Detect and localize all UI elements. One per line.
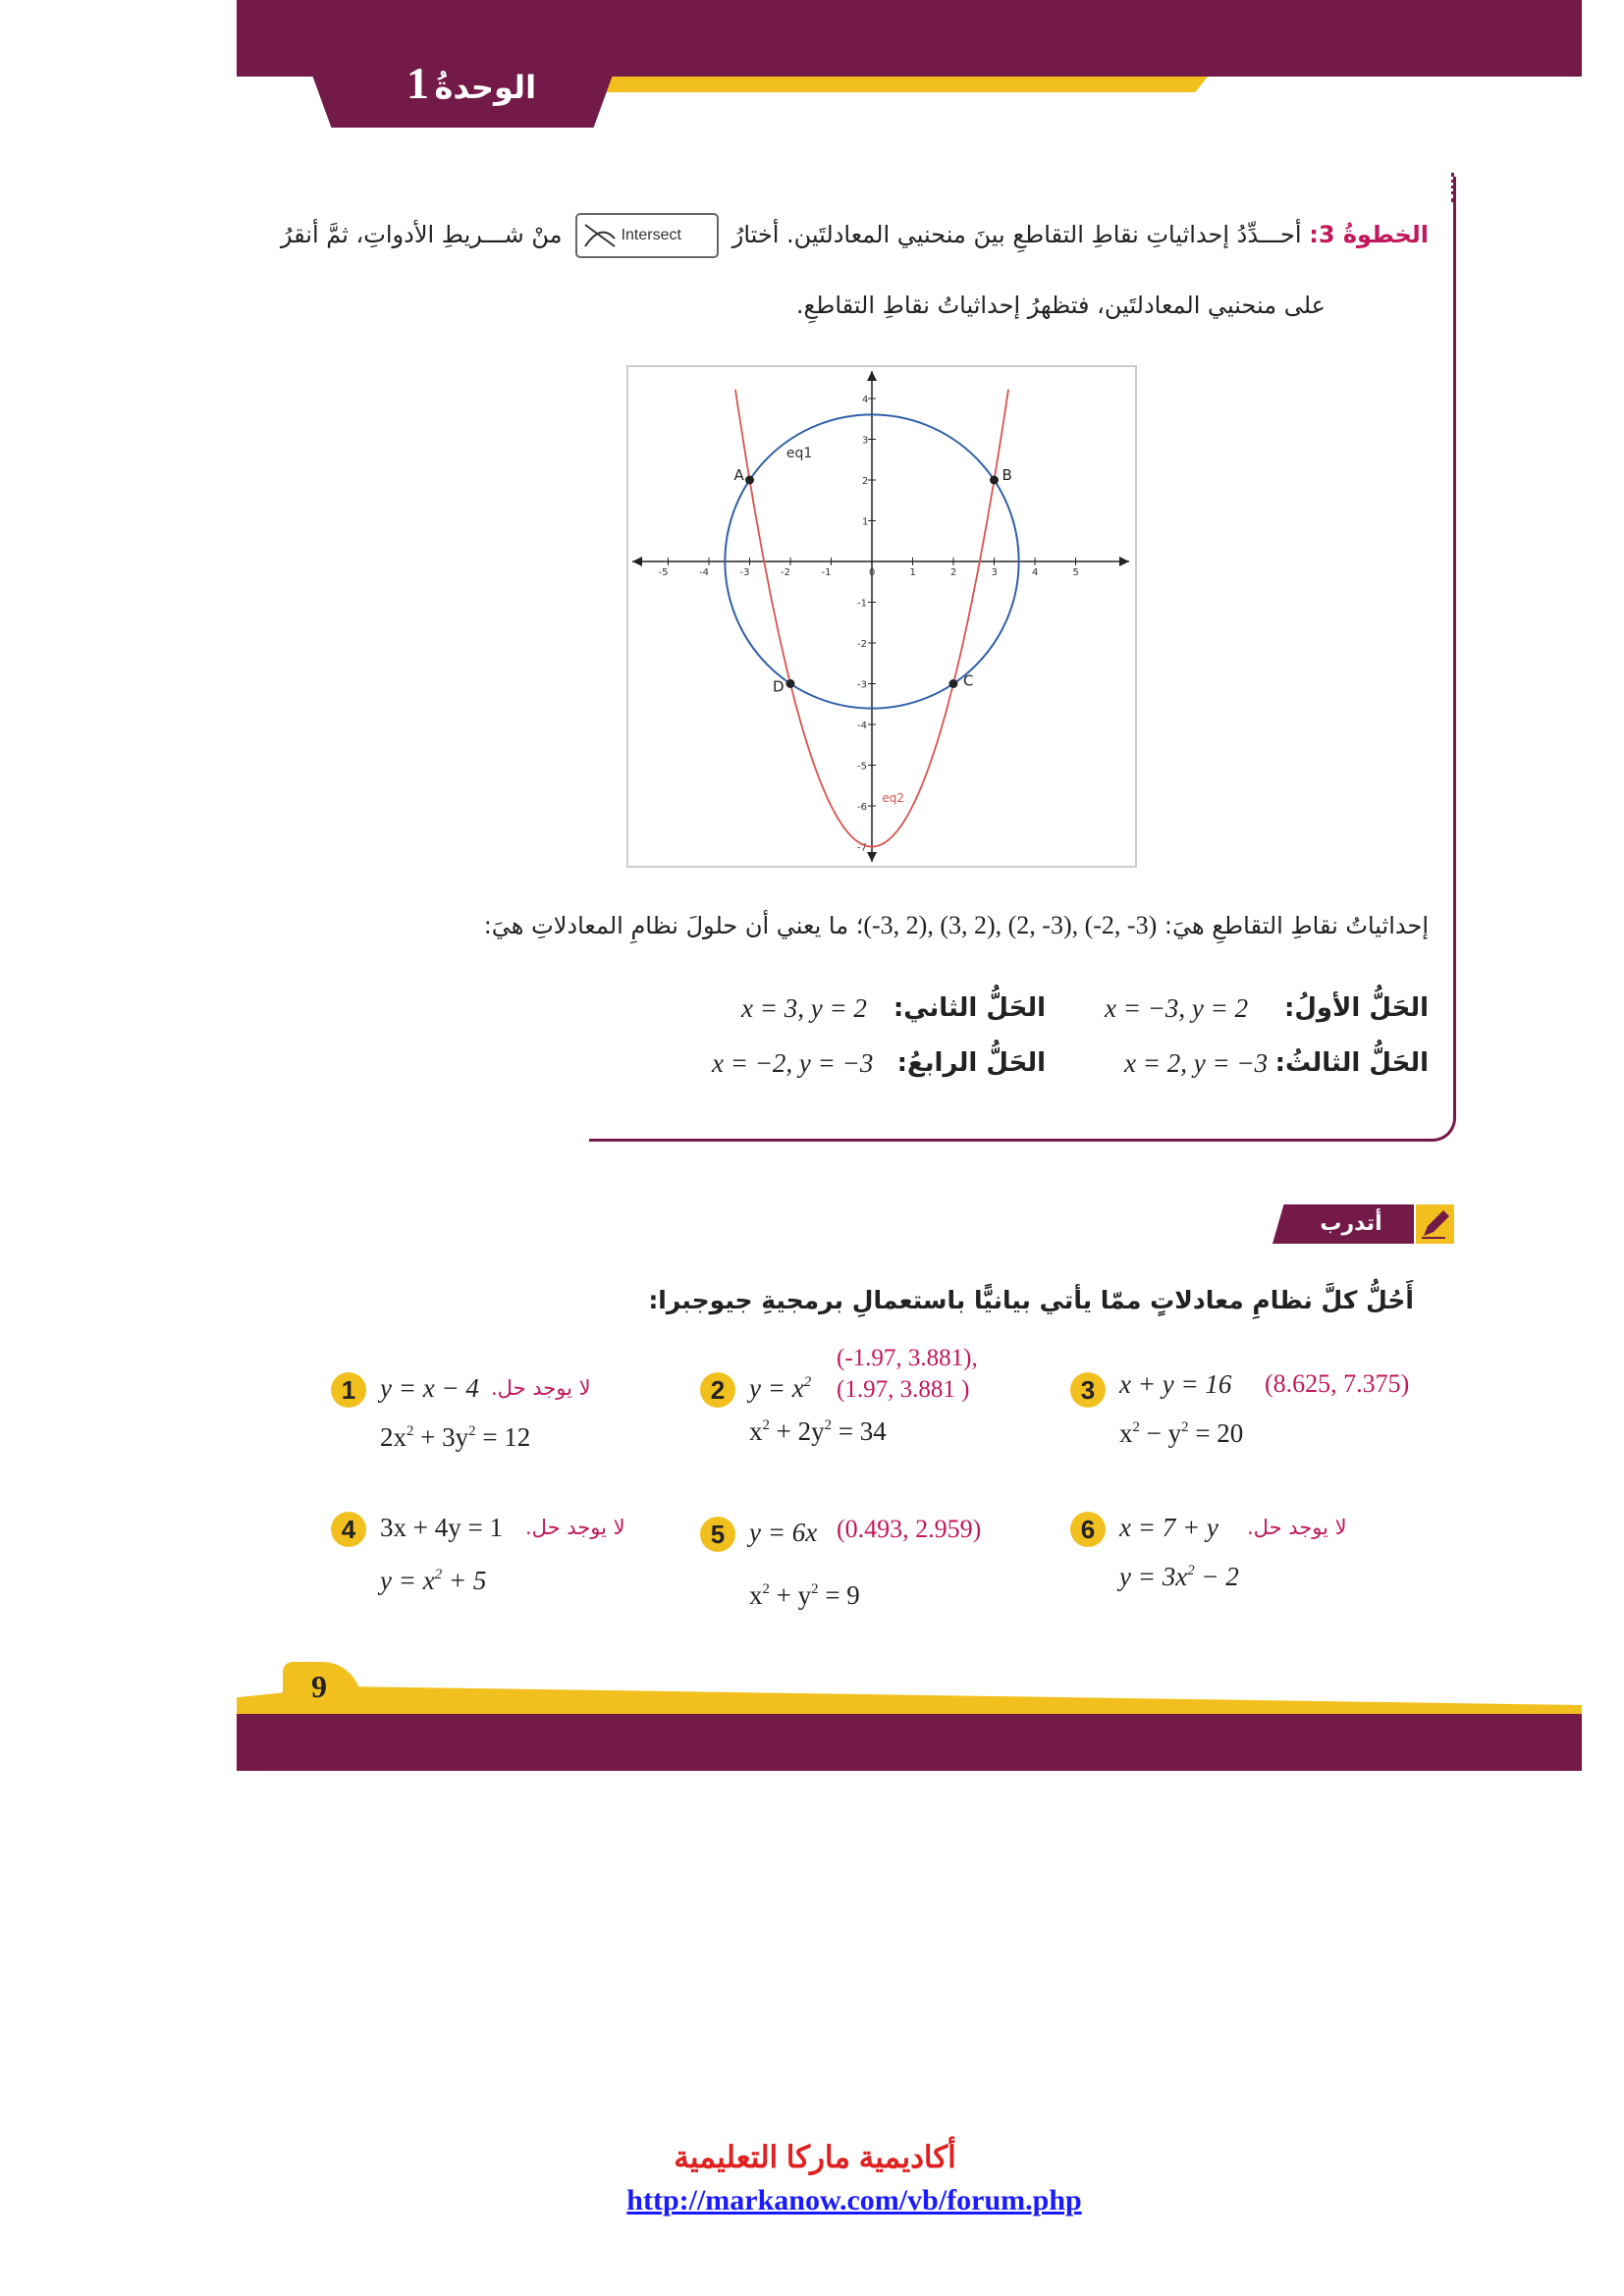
problem-4-eq2-b: + 5 bbox=[442, 1566, 487, 1595]
eq2-label: eq2 bbox=[882, 790, 905, 805]
header-yellow-stripe bbox=[589, 77, 1208, 92]
pencil-icon bbox=[1416, 1204, 1454, 1244]
x-tick-label: 1 bbox=[909, 567, 916, 578]
y-tick-label: 4 bbox=[862, 395, 869, 405]
solution-third-label: الحَلُّ الثالثُ: bbox=[1274, 1048, 1429, 1078]
x-tick-label: -4 bbox=[699, 567, 709, 578]
y-tick-label: -4 bbox=[857, 721, 867, 731]
problem-6-answer: لا يوجد حل. bbox=[1247, 1516, 1347, 1539]
x-tick-label: -3 bbox=[739, 567, 750, 578]
problem-5-eq2: $x^2 + y^2 = 9$ bbox=[749, 1580, 860, 1610]
problem-3-eq2-a: x bbox=[1119, 1418, 1133, 1448]
problem-4-eq2: $y = x^2 + 5$ bbox=[380, 1566, 487, 1595]
problem-4-eq2-a: y = x bbox=[380, 1566, 435, 1595]
problem-1-eq2-c: = 12 bbox=[475, 1422, 531, 1452]
y-tick-label: -7 bbox=[857, 842, 867, 854]
problem-4-number: 4 bbox=[331, 1512, 366, 1547]
y-tick-label: -6 bbox=[857, 802, 867, 813]
footer-yellow-stripe bbox=[237, 1686, 1582, 1714]
step3-text-b: منْ شـــريطِ الأدواتِ، ثمَّ أنقرُ bbox=[280, 221, 563, 248]
solution-third-value: x = 2, y = −3 bbox=[1124, 1048, 1269, 1078]
intersect-tool-button[interactable] bbox=[575, 213, 719, 258]
problem-5-number: 5 bbox=[700, 1517, 735, 1552]
unit-number: 1 bbox=[406, 58, 429, 108]
y-tick-label: -1 bbox=[857, 598, 867, 610]
y-tick-label: -5 bbox=[857, 761, 867, 773]
intersection-point-c bbox=[949, 679, 958, 688]
problem-1-eq1: y = x − 4 bbox=[380, 1373, 479, 1403]
problem-1-eq2: $2x^2 + 3y^2 = 12$ bbox=[380, 1422, 531, 1452]
problem-3-eq2: $x^2 - y^2 = 20$ bbox=[1119, 1418, 1244, 1448]
problem-6-number: 6 bbox=[1070, 1512, 1106, 1547]
practice-icon-box bbox=[1416, 1204, 1454, 1244]
page-number: 9 bbox=[311, 1669, 327, 1704]
problem-2-number: 2 bbox=[700, 1372, 735, 1408]
step3-line1 bbox=[280, 210, 1429, 259]
practice-instruction: أَحُلُّ كلَّ نظامِ معادلاتٍ ممّا يأتي بيانيًّا باستعمالِ برمجيةِ جيوجبرا: bbox=[648, 1286, 1414, 1314]
academy-name: أكاديمية ماركا التعليمية bbox=[674, 2140, 956, 2174]
intersection-point-d bbox=[786, 679, 795, 688]
unit-label: الوحدةُ bbox=[434, 69, 537, 106]
problem-5-eq2-c: = 9 bbox=[818, 1580, 860, 1610]
step3-label: الخطوةُ 3: bbox=[1309, 221, 1429, 248]
x-axis-arrow-left-icon bbox=[632, 557, 642, 566]
problem-2-answer-1: (-1.97, 3.881), bbox=[837, 1345, 978, 1371]
x-tick-label: -2 bbox=[781, 567, 790, 578]
x-axis-arrow-icon bbox=[1119, 557, 1129, 566]
y-tick-label: 3 bbox=[862, 435, 869, 447]
solution-second-label: الحَلُّ الثاني: bbox=[893, 993, 1046, 1023]
practice-badge bbox=[1272, 1204, 1454, 1244]
x-tick-label: 3 bbox=[991, 567, 998, 578]
problem-2-eq2-a: x bbox=[749, 1416, 763, 1446]
solution-fourth-label: الحَلُّ الرابعُ: bbox=[896, 1048, 1046, 1078]
point-label-c: C bbox=[963, 671, 974, 690]
intersection-point-a bbox=[745, 476, 754, 485]
problem-2-eq2: $x^2 + 2y^2 = 34$ bbox=[749, 1416, 887, 1446]
y-axis-arrow-down-icon bbox=[867, 852, 877, 862]
solution-second-value: x = 3, y = 2 bbox=[741, 993, 867, 1023]
footer-band bbox=[237, 1714, 1582, 1771]
problem-4-eq1: 3x + 4y = 1 bbox=[380, 1513, 503, 1542]
problem-1-eq2-a: 2x bbox=[380, 1422, 406, 1452]
problem-3-number: 3 bbox=[1070, 1372, 1106, 1408]
y-tick-label: 1 bbox=[862, 516, 869, 528]
x-tick-label: 0 bbox=[869, 567, 876, 578]
problem-3-eq2-c: = 20 bbox=[1188, 1418, 1244, 1448]
x-tick-label: 4 bbox=[1032, 567, 1039, 578]
coords-list: (-3, 2), (3, 2), (2, -3), (-2, -3) bbox=[863, 911, 1158, 939]
problem-2-answer-2: (1.97, 3.881 ) bbox=[837, 1376, 970, 1403]
problem-2-eq2-b: + 2y bbox=[769, 1416, 825, 1446]
y-tick-label: -3 bbox=[857, 679, 867, 691]
x-tick-label: 2 bbox=[950, 567, 957, 578]
x-tick-label: 5 bbox=[1072, 567, 1079, 578]
academy-url-link[interactable]: http://markanow.com/vb/forum.php bbox=[626, 2184, 1082, 2216]
problem-6-eq2-a: y = 3x bbox=[1119, 1562, 1188, 1591]
panel-dots bbox=[1451, 173, 1457, 202]
problem-6-eq2-b: − 2 bbox=[1194, 1562, 1239, 1591]
problem-4-answer: لا يوجد حل. bbox=[525, 1516, 625, 1539]
intersect-tool-label: Intersect bbox=[621, 227, 681, 243]
problem-5-eq1: y = 6x bbox=[749, 1518, 818, 1547]
problem-2-eq1-text: y = x bbox=[749, 1373, 804, 1403]
problem-1-eq2-b: + 3y bbox=[413, 1422, 469, 1452]
solution-first-value: x = −3, y = 2 bbox=[1105, 993, 1249, 1023]
problem-2-eq2-c: = 34 bbox=[832, 1416, 887, 1446]
y-axis-arrow-icon bbox=[867, 371, 877, 381]
solution-first-label: الحَلُّ الأولُ: bbox=[1283, 993, 1429, 1023]
problem-6-eq1: x = 7 + y bbox=[1119, 1513, 1218, 1542]
problem-2-eq1: $y = x^2$ bbox=[749, 1373, 812, 1403]
x-tick-label: -5 bbox=[658, 567, 669, 578]
problem-3-answer: (8.625, 7.375) bbox=[1265, 1369, 1410, 1398]
coords-text-a: إحداثياتُ نقاطِ التقاطعِ هيَ: bbox=[1164, 912, 1429, 939]
intersection-point-b bbox=[990, 476, 999, 485]
unit-title bbox=[383, 57, 560, 106]
point-label-d: D bbox=[773, 677, 785, 696]
problem-6-eq2: $y = 3x^2 - 2$ bbox=[1119, 1562, 1239, 1591]
problem-1-number: 1 bbox=[331, 1372, 366, 1408]
y-tick-label: -2 bbox=[857, 639, 867, 650]
step3-line2-text: على منحنيي المعادلتَين، فتظهرُ إحداثياتُ نقاطِ التقاطعِ. bbox=[795, 292, 1326, 319]
problem-1-answer: لا يوجد حل. bbox=[491, 1376, 591, 1400]
problem-5-answer: (0.493, 2.959) bbox=[837, 1515, 982, 1543]
coords-text-b: ؛ ما يعني أن حلولَ نظامِ المعادلاتِ هيَ: bbox=[483, 912, 864, 939]
point-label-b: B bbox=[1001, 466, 1012, 484]
intersection-graph bbox=[628, 367, 1135, 866]
graph-frame bbox=[626, 365, 1137, 868]
x-tick-label: -1 bbox=[821, 567, 832, 578]
intersect-icon bbox=[583, 221, 617, 250]
problem-5-eq2-b: + y bbox=[769, 1580, 812, 1610]
eq1-label: eq1 bbox=[785, 446, 813, 462]
y-tick-label: 2 bbox=[862, 476, 869, 487]
problem-3-eq1: x + y = 16 bbox=[1119, 1369, 1232, 1399]
step3-line2 bbox=[687, 281, 1326, 330]
coords-sentence bbox=[461, 901, 1429, 950]
practice-badge-label: أتدرب bbox=[1320, 1211, 1382, 1236]
problem-5-eq2-a: x bbox=[749, 1580, 763, 1610]
problem-3-eq2-b: − y bbox=[1139, 1418, 1182, 1448]
step3-text-a: أحـــدِّدُ إحداثياتِ نقاطِ التقاطعِ بينَ منحنيي المعادلتَين. أختارُ bbox=[731, 221, 1302, 248]
point-label-a: A bbox=[733, 466, 744, 484]
solution-fourth-value: x = −2, y = −3 bbox=[712, 1048, 874, 1078]
